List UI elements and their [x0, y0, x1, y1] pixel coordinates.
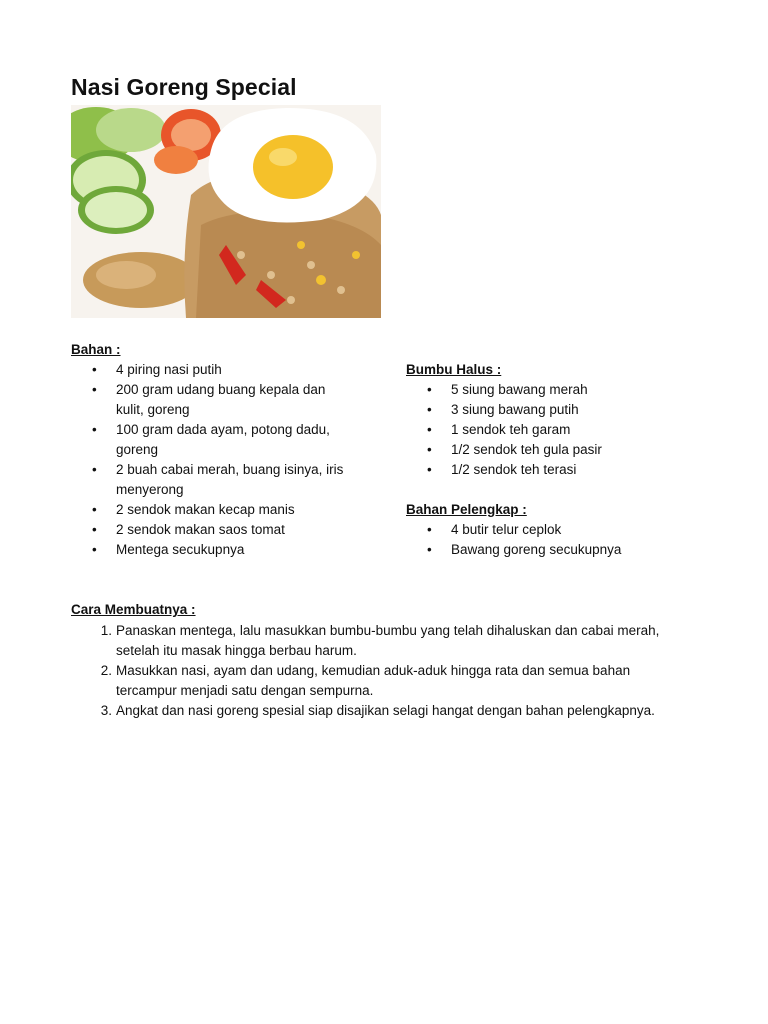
- bahan-heading: Bahan :: [71, 342, 121, 357]
- bahan-pelengkap-heading: Bahan Pelengkap :: [406, 502, 527, 517]
- list-item: • 2 sendok makan kecap manis: [92, 500, 352, 520]
- list-item: 1. Panaskan mentega, lalu masukkan bumbu-bumbu yang telah dihaluskan dan cabai merah, setelah itu masak hingga berbau harum.: [90, 621, 690, 661]
- step-number: 1.: [100, 623, 112, 638]
- list-item: • 4 piring nasi putih: [92, 360, 352, 380]
- list-item: • 3 siung bawang putih: [427, 400, 687, 420]
- cara-membuatnya-heading: Cara Membuatnya :: [71, 602, 196, 617]
- list-item: • Mentega secukupnya: [92, 540, 352, 560]
- bahan-list: [92, 360, 352, 560]
- bullet-icon: •: [92, 462, 97, 477]
- bullet-icon: •: [427, 402, 432, 417]
- steps-list: [90, 621, 690, 721]
- list-item: • 1/2 sendok teh terasi: [427, 460, 687, 480]
- list-item: • 100 gram dada ayam, potong dadu, goreng: [92, 422, 330, 457]
- bullet-icon: •: [427, 542, 432, 557]
- bahan-pelengkap-list: [427, 520, 687, 560]
- step-number: 3.: [100, 703, 112, 718]
- fried-rice-photo: [71, 105, 381, 318]
- list-item: 3. Angkat dan nasi goreng spesial siap disajikan selagi hangat dengan bahan pelengkapnya.: [90, 701, 690, 721]
- bullet-icon: •: [92, 542, 97, 557]
- step-number: 2.: [100, 663, 112, 678]
- bullet-icon: •: [92, 502, 97, 517]
- bullet-icon: •: [427, 422, 432, 437]
- bullet-icon: •: [92, 382, 97, 397]
- bumbu-halus-list: [427, 380, 687, 480]
- list-item: • 2 sendok makan saos tomat: [92, 520, 352, 540]
- list-item: • 5 siung bawang merah: [427, 380, 687, 400]
- list-item: • 1 sendok teh garam: [427, 420, 687, 440]
- list-item: • Bawang goreng secukupnya: [427, 540, 687, 560]
- list-item: • 200 gram udang buang kepala dan kulit, goreng: [92, 382, 326, 417]
- bullet-icon: •: [427, 382, 432, 397]
- bullet-icon: •: [427, 442, 432, 457]
- list-item: 2. Masukkan nasi, ayam dan udang, kemudian aduk-aduk hingga rata dan semua bahan tercampur menjadi satu dengan sempurna.: [90, 661, 690, 701]
- list-item: • 4 butir telur ceplok: [427, 520, 687, 540]
- bumbu-halus-heading: Bumbu Halus :: [406, 362, 502, 377]
- bullet-icon: •: [427, 462, 432, 477]
- page-title: Nasi Goreng Special: [71, 74, 297, 100]
- bullet-icon: •: [92, 522, 97, 537]
- bullet-icon: •: [427, 522, 432, 537]
- bullet-icon: •: [92, 362, 97, 377]
- list-item: • 2 buah cabai merah, buang isinya, iris menyerong: [92, 462, 344, 497]
- list-item: • 1/2 sendok teh gula pasir: [427, 440, 687, 460]
- bullet-icon: •: [92, 422, 97, 437]
